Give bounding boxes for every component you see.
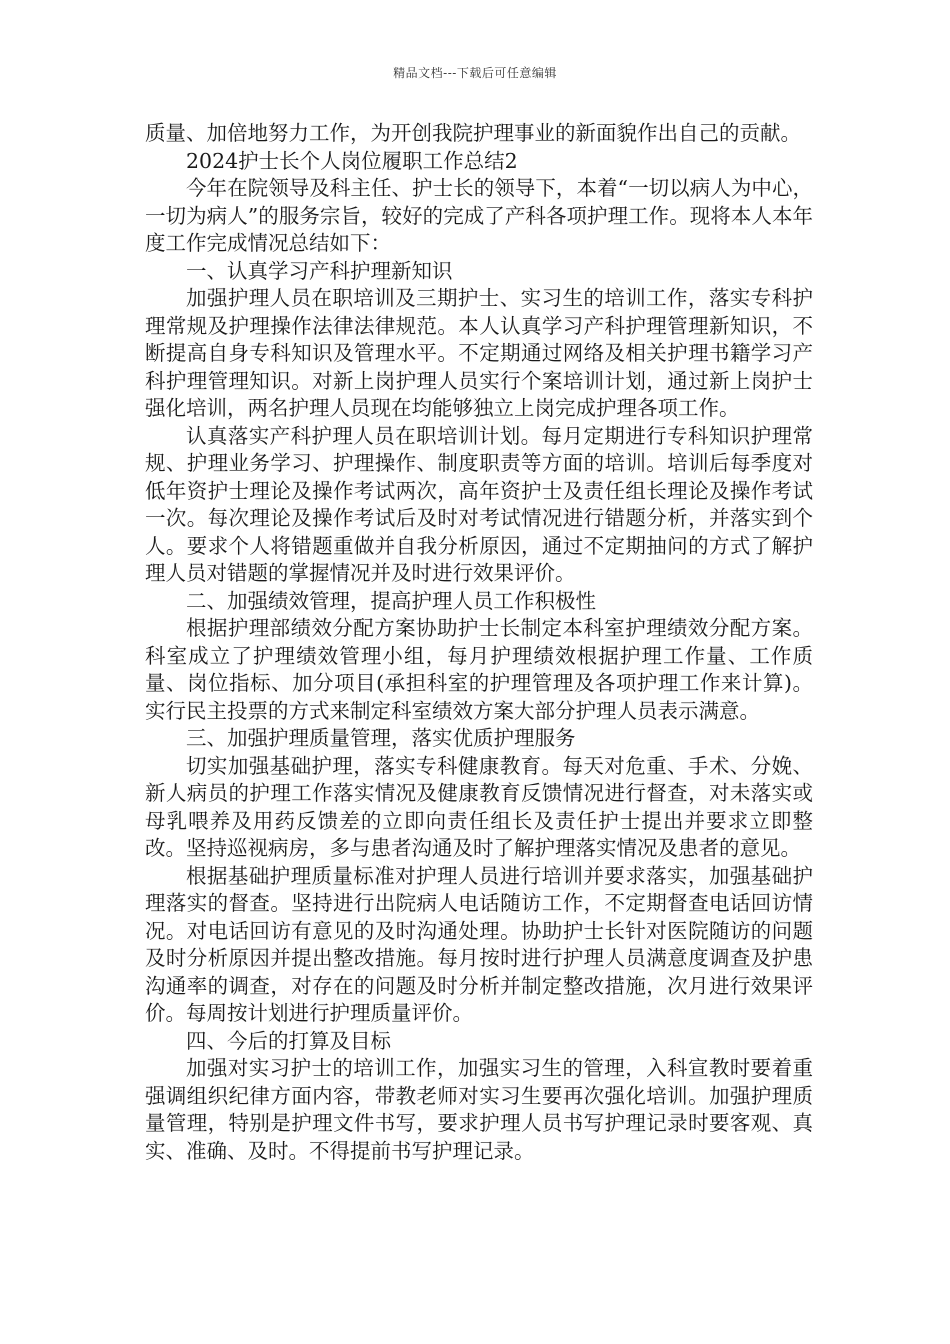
document-subtitle: 2024护士长个人岗位履职工作总结2 (186, 148, 518, 173)
page-header: 精品文档---下载后可任意编辑 (393, 66, 557, 80)
paragraph: 切实加强基础护理，落实专科健康教育。每天对危重、手术、分娩、新人病员的护理工作落实情况及健康教育反馈情况进行督查，对未落实或母乳喂养及用药反馈差的立即向责任组长及责任护士提出并要求立即整改。坚持巡视病房，多与患者沟通及时了解护理落实情况及患者的意见。 (145, 753, 813, 860)
paragraph: 加强护理人员在职培训及三期护士、实习生的培训工作，落实专科护理常规及护理操作法律法律规范。本人认真学习产科护理管理新知识，不断提高自身专科知识及管理水平。不定期通过网络及相关护理书籍学习产科护理管理知识。对新上岗护理人员实行个案培训计划，通过新上岗护士强化培训，两名护理人员现在均能够独立上岗完成护理各项工作。 (145, 286, 813, 420)
paragraph: 加强对实习护士的培训工作，加强实习生的管理，入科宣教时要着重强调组织纪律方面内容，带教老师对实习生要再次强化培训。加强护理质量管理，特别是护理文件书写，要求护理人员书写护理记录时要客观、真实、准确、及时。不得提前书写护理记录。 (145, 1056, 813, 1163)
paragraph: 根据基础护理质量标准对护理人员进行培训并要求落实，加强基础护理落实的督查。坚持进行出院病人电话随访工作，不定期督查电话回访情况。对电话回访有意见的及时沟通处理。协助护士长针对医院随访的问题及时分析原因并提出整改措施。每月按时进行护理人员满意度调查及护患沟通率的调查，对存在的问题及时分析并制定整改措施，次月进行效果评价。每周按计划进行护理质量评价。 (145, 863, 813, 1025)
section-heading-3: 三、加强护理质量管理，落实优质护理服务 (186, 726, 576, 750)
document-body (145, 120, 813, 1165)
section-heading-2: 二、加强绩效管理，提高护理人员工作积极性 (186, 588, 596, 613)
section-heading-1: 一、认真学习产科护理新知识 (186, 258, 453, 283)
paragraph-continuation: 质量、加倍地努力工作，为开创我院护理事业的新面貌作出自己的贡献。 (145, 121, 801, 145)
paragraph-intro: 今年在院领导及科主任、护士长的领导下，本着“一切以病人为中心，一切为病人”的服务宗旨，较好的完成了产科各项护理工作。现将本人本年度工作完成情况总结如下： (145, 176, 813, 255)
paragraph: 认真落实产科护理人员在职培训计划。每月定期进行专科知识护理常规、护理业务学习、护理操作、制度职责等方面的培训。培训后每季度对低年资护士理论及操作考试两次，高年资护士及责任组长理论及操作考试一次。每次理论及操作考试后及时对考试情况进行错题分析，并落实到个人。要求个人将错题重做并自我分析原因，通过不定期抽问的方式了解护理人员对错题的掌握情况并及时进行效果评价。 (145, 423, 813, 585)
paragraph: 根据护理部绩效分配方案协助护士长制定本科室护理绩效分配方案。科室成立了护理绩效管理小组，每月护理绩效根据护理工作量、工作质量、岗位指标、加分项目(承担科室的护理管理及各项护理工作来计算)。实行民主投票的方式来制定科室绩效方案大部分护理人员表示满意。 (145, 616, 813, 723)
section-heading-4: 四、今后的打算及目标 (186, 1028, 391, 1053)
